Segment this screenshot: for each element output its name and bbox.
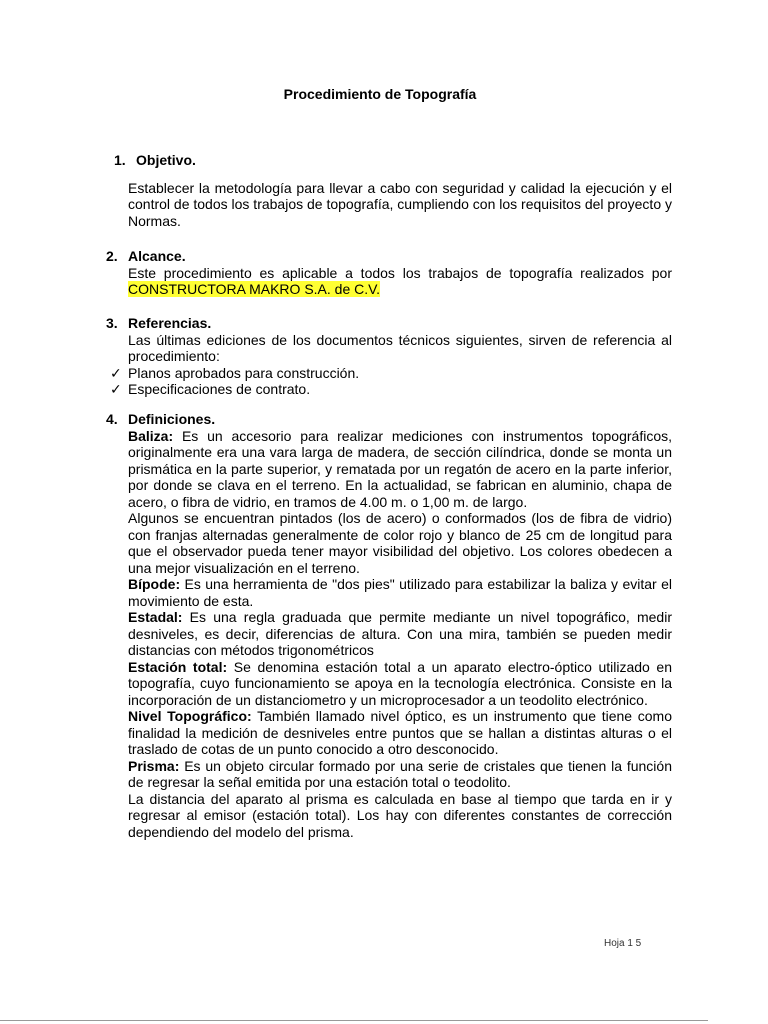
section-title: Objetivo. (136, 152, 196, 168)
definition-term: Estación total: (128, 658, 228, 675)
section-title: Alcance. (128, 248, 186, 264)
definition-text: Es un accesorio para realizar mediciones con instrumentos topográficos, originalmente era una vara larga de madera, de sección cilíndrica, donde se monta un prismática en la parte superior, y rematada por un regatón de acero en la parte inferior, por donde se clava en el terreno. En la actualidad, se fabrican en aluminio, chapa de acero, o fibra de vidrio, en tramos de 4.00 m. o 1,00 m. de largo. (128, 427, 672, 510)
section-number: 3. (106, 315, 118, 331)
section-referencias (106, 315, 672, 398)
referencias-text: Las últimas ediciones de los documentos técnicos siguientes, sirven de referencia al procedimiento: (128, 331, 672, 364)
objetivo-text: Establecer la metodología para llevar a cabo con seguridad y calidad la ejecución y el control de todos los trabajos de topografía, cumpliendo con los requisitos del proyecto y Normas. (128, 179, 672, 229)
section-number: 4. (106, 411, 118, 427)
section-heading (106, 411, 672, 428)
page-footer: Hoja 1 5 (604, 938, 642, 949)
definition-term: Bípode: (128, 576, 181, 592)
list-item (110, 381, 672, 398)
section-alcance (106, 248, 672, 298)
definition-baliza-extra: Algunos se encuentran pintados (los de acero) o conformados (los de fibra de vidrio) con franjas alternadas generalmente de color rojo y blanco de 25 cm de longitud para que el observador pueda tener mayor visibilidad del objetivo. Los colores obedecen a una mejor visualización en el terreno. (128, 510, 672, 576)
definition-term: Estadal: (128, 609, 183, 625)
section-heading (106, 248, 672, 265)
definition-bipode (128, 576, 672, 609)
list-item (110, 365, 672, 382)
definition-text: También llamado nivel óptico, es un instrumento que tiene como finalidad la medición de desniveles entre puntos que se hallan a distintas alturas o el traslado de cotas de un punto conocido a otro desconocido. (128, 708, 672, 757)
definition-text: Se denomina estación total a un aparato electro-óptico utilizado en topografía, cuyo funcionamiento se apoya en la tecnología electrónica. Consiste en la incorporación de un distanciometro y un microprocesador a un teodolito electrónico. (128, 658, 672, 708)
section-title: Referencias. (128, 315, 212, 331)
section-heading (114, 152, 672, 169)
definition-text: Es un objeto circular formado por una serie de cristales que tienen la función de regresar la señal emitida por una estación total o teodolito. (128, 757, 672, 790)
definition-term: Nivel Topográfico: (128, 708, 252, 724)
page-title: Procedimiento de Topografía (283, 86, 477, 102)
checkmark-icon: ✓ (110, 364, 122, 381)
definition-text: Es una herramienta de "dos pies" utilizado para estabilizar la baliza y evitar el movimiento de esta. (128, 576, 672, 609)
list-item-text: Especificaciones de contrato. (128, 381, 311, 397)
definition-baliza (128, 428, 672, 511)
definition-nivel (128, 708, 672, 758)
definition-estadal (128, 609, 672, 659)
definition-term: Prisma: (128, 757, 180, 774)
bottom-divider (0, 1020, 708, 1021)
definition-prisma (128, 758, 672, 791)
section-number: 2. (106, 248, 118, 264)
alcance-text-body: Este procedimiento es aplicable a todos los trabajos de topografía realizados por (128, 264, 672, 281)
definition-prisma-extra: La distancia del aparato al prisma es calculada en base al tiempo que tarda en ir y regresar al emisor (estación total). Los hay con diferentes constantes de corrección dependiendo del modelo del prisma. (128, 790, 672, 840)
list-item-text: Planos aprobados para construcción. (128, 364, 360, 381)
section-title: Definiciones. (128, 411, 216, 427)
definition-estacion-total (128, 659, 672, 709)
alcance-text (128, 265, 672, 298)
checkmark-icon: ✓ (110, 381, 122, 397)
section-number: 1. (114, 152, 126, 168)
definition-text: Es una regla graduada que permite mediante un nivel topográfico, medir desniveles, es decir, diferencias de altura. Con una mira, también se pueden medir distancias con métodos trigonométricos (128, 609, 672, 658)
section-heading (106, 315, 672, 332)
company-highlight: CONSTRUCTORA MAKRO S.A. de C.V. (128, 281, 381, 297)
section-definiciones (106, 411, 672, 840)
section-objetivo (106, 152, 672, 229)
definition-term: Baliza: (128, 427, 174, 444)
